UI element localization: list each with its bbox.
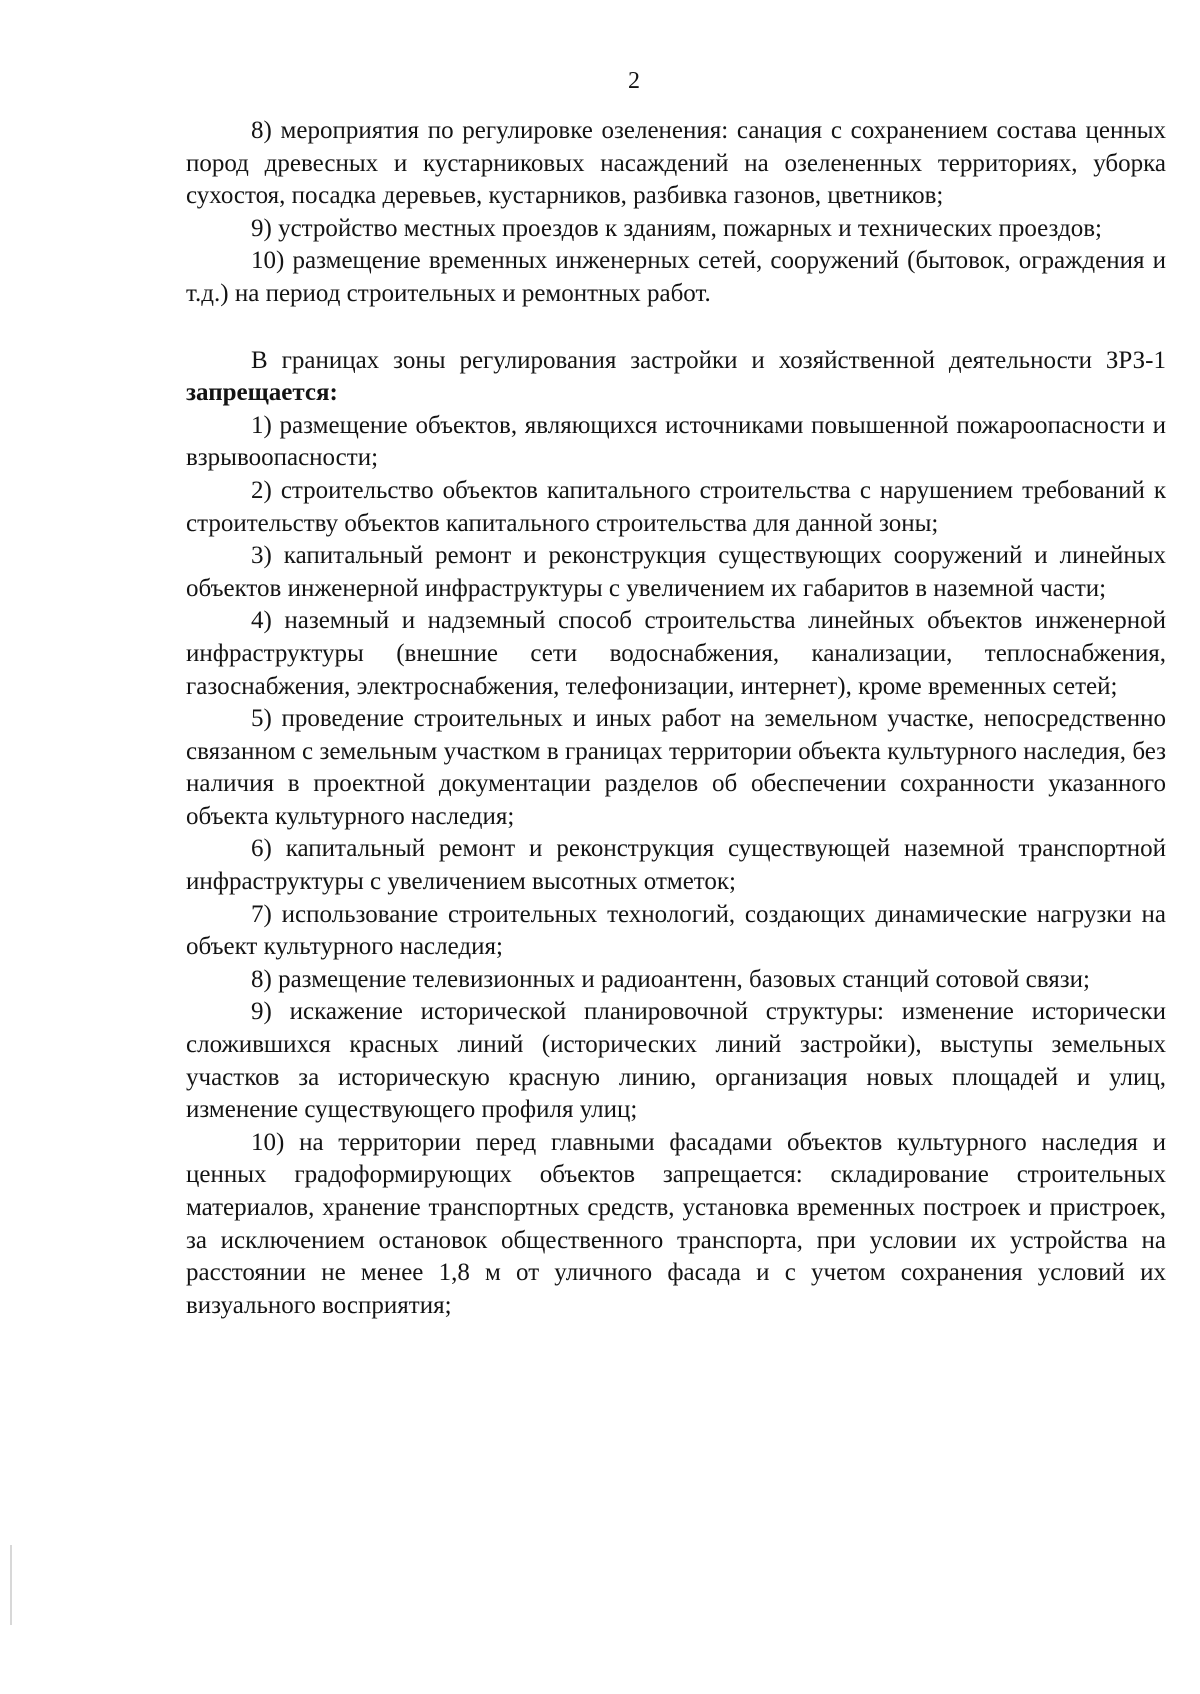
list-item — [186, 245, 1166, 310]
item-number: 10) — [251, 247, 285, 275]
section-intro-bold: запрещается: — [186, 379, 338, 407]
item-number: 2) — [251, 476, 272, 504]
list-item — [186, 996, 1166, 1126]
list-item — [186, 115, 1166, 213]
item-number: 10) — [251, 1128, 285, 1156]
item-number: 9) — [251, 998, 272, 1026]
list-item — [186, 833, 1166, 898]
item-number: 6) — [251, 835, 272, 863]
item-number: 9) — [251, 214, 272, 242]
list-item — [186, 703, 1166, 833]
item-number: 3) — [251, 542, 272, 570]
list-item — [186, 899, 1166, 964]
item-text: мероприятия по регулировке озеленения: санация с сохранением состава ценных пород древесных и кустарниковых насаждений на озелененных территориях, уборка сухостоя, посадка деревьев, кустарников, разбивка газонов, цветников; — [186, 117, 1166, 210]
item-number: 7) — [251, 900, 272, 928]
list-item — [186, 605, 1166, 703]
list-item — [186, 964, 1166, 997]
item-text: размещение объектов, являющихся источниками повышенной пожароопасности и взрывоопасности; — [186, 411, 1167, 472]
list-item — [186, 540, 1166, 605]
section-intro — [186, 345, 1166, 410]
item-text: размещение временных инженерных сетей, сооружений (бытовок, ограждения и т.д.) на период строительных и ремонтных работ. — [186, 247, 1167, 307]
item-number: 4) — [251, 607, 272, 635]
page-number: 2 — [628, 68, 640, 94]
item-text: проведение строительных и иных работ на земельном участке, непосредственно связанном с земельным участком в границах территории объекта культурного наследия, без наличия в проектной документации разделов об обеспечении сохранности указанного объекта культурного наследия; — [186, 705, 1167, 830]
list-item — [186, 1127, 1166, 1323]
list-item — [186, 475, 1166, 540]
section-intro-text: В границах зоны регулирования застройки и хозяйственной деятельности ЗРЗ-1 — [251, 346, 1166, 374]
item-text: устройство местных проездов к зданиям, пожарных и технических проездов; — [278, 214, 1102, 242]
item-text: строительство объектов капитального строительства с нарушением требований к строительству объектов капитального строительства для данной зоны; — [186, 476, 1166, 537]
item-text: капитальный ремонт и реконструкция существующих сооружений и линейных объектов инженерной инфраструктуры с увеличением их габаритов в наземной части; — [186, 542, 1167, 602]
item-text: использование строительных технологий, создающих динамические нагрузки на объект культурного наследия; — [186, 900, 1167, 961]
prohibited-list — [186, 410, 1166, 1323]
item-text: искажение исторической планировочной структуры: изменение исторически сложившихся красных линий (исторических линий застройки), выступы земельных участков за историческую красную линию, организация новых площадей и улиц, изменение существующего профиля улиц; — [186, 998, 1167, 1124]
item-text: наземный и надземный способ строительства линейных объектов инженерной инфраструктуры (внешние сети водоснабжения, канализации, теплоснабжения, газоснабжения, электроснабжения, телефонизации, интернет), кроме временных сетей; — [186, 607, 1166, 700]
item-number: 8) — [251, 965, 272, 993]
item-text: капитальный ремонт и реконструкция существующей наземной транспортной инфраструктуры с увеличением высотных отметок; — [186, 835, 1167, 896]
item-text: размещение телевизионных и радиоантенн, базовых станций сотовой связи; — [278, 965, 1090, 993]
top-list — [186, 115, 1166, 311]
list-item — [186, 410, 1166, 475]
item-number: 8) — [251, 117, 272, 144]
list-item — [186, 213, 1166, 246]
item-text: на территории перед главными фасадами объектов культурного наследия и ценных градоформирующих объектов запрещается: складирование строительных материалов, хранение транспортных средств, установка временных построек и пристроек, за исключением остановок общественного транспорта, при условии их устройства на расстоянии не менее 1,8 м от уличного фасада и с учетом сохранения условий их визуального восприятия; — [186, 1128, 1166, 1319]
item-number: 1) — [251, 411, 272, 439]
scan-edge-mark — [10, 1545, 12, 1625]
item-number: 5) — [251, 705, 272, 733]
section-spacer — [186, 311, 1166, 345]
document-body — [186, 115, 1166, 1322]
